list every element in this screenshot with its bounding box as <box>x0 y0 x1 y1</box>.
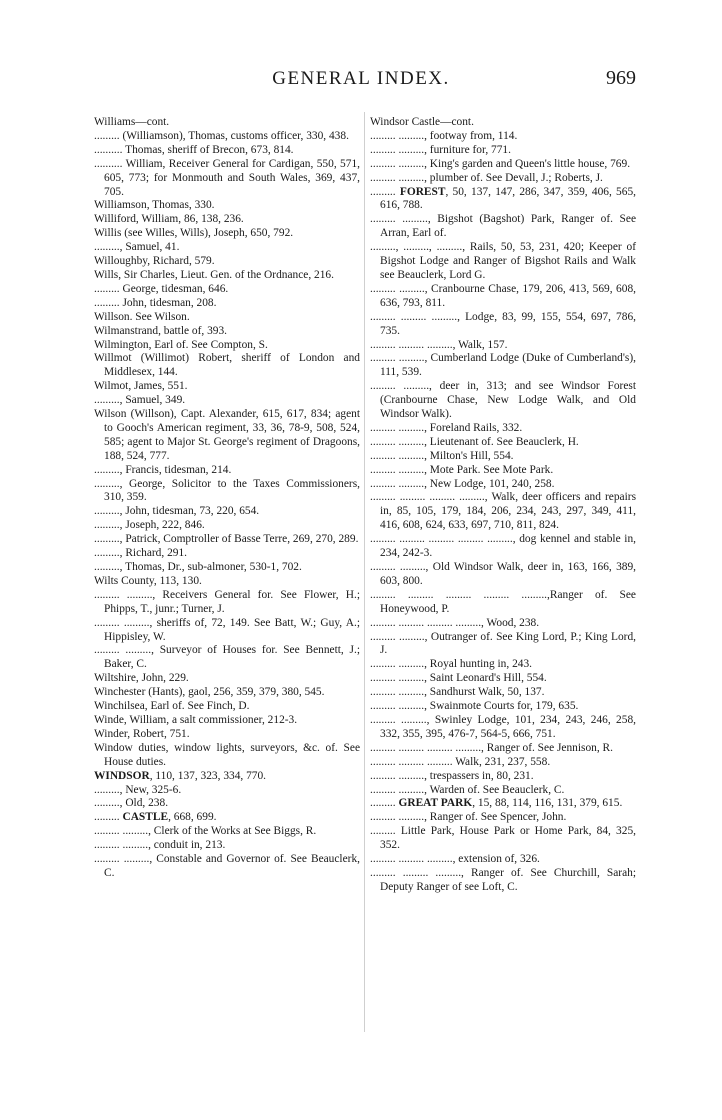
index-entry: ......... Little Park, House Park or Home Park, 84, 325, 352. <box>370 825 636 852</box>
index-entry: ......... ......... ......... ........., Walk, deer officers and repairs in, 85, 105, 179, 184, 206, 234, 243, 297, 349, 411, 416, 608, 624, 633, 697, 710, 811, 824. <box>370 491 636 532</box>
index-entry: ......... ........., Milton's Hill, 554. <box>370 449 514 462</box>
index-entry: Williams—cont. <box>94 116 170 128</box>
index-entry: ........., Joseph, 222, 846. <box>94 519 205 532</box>
index-entry: Wilson (Willson), Capt. Alexander, 615, 617, 834; agent to Gooch's American regiment, 33, 36, 78-9, 508, 524, 585; agent to Major St. George's regiment of Dragoons, 188, 524, 777. <box>94 408 360 462</box>
index-entry: ......... ......... ........., Ranger of. See Churchill, Sarah; Deputy Ranger of see Loft, C. <box>370 866 636 893</box>
index-entry: Willoughby, Richard, 579. <box>94 255 215 268</box>
index-entry: WINDSOR, 110, 137, 323, 334, 770. <box>94 769 267 782</box>
index-entry: Wiltshire, John, 229. <box>94 672 189 685</box>
index-entry: ......... ........., Mote Park. See Mote Park. <box>370 463 554 476</box>
index-entry: ......... ........., deer in, 313; and see Windsor Forest (Cranbourne Chase, New Lodge Walk, and Old Windsor Walk). <box>370 380 636 421</box>
index-entry: ......... ........., Swinley Lodge, 101, 234, 243, 246, 258, 332, 355, 395, 476-7, 564-5, 666, 751. <box>370 713 636 740</box>
index-entry: ......... ........., footway from, 114. <box>370 129 518 142</box>
index-entry: ......... ......... ......... ......... ........., dog kennel and stable in, 234, 242-3. <box>370 533 636 560</box>
index-entry: ......... ........., Cranbourne Chase, 179, 206, 413, 569, 608, 636, 793, 811. <box>370 282 636 309</box>
index-entry: ......... ........., New Lodge, 101, 240, 258. <box>370 477 555 490</box>
index-entry: Winchester (Hants), gaol, 256, 359, 379, 380, 545. <box>94 686 325 699</box>
index-entry: ........., Samuel, 41. <box>94 241 180 254</box>
index-entry: ........., ........., ........., Rails, 50, 53, 231, 420; Keeper of Bigshot Lodge and Ranger of Bigshot Rails and Walk see Beauclerk, Lord G. <box>370 241 636 281</box>
index-entry: ........., Patrick, Comptroller of Basse Terre, 269, 270, 289. <box>94 533 359 546</box>
index-entry: ......... ........., sheriffs of, 72, 149. See Batt, W.; Guy, A.; Hippisley, W. <box>94 616 360 643</box>
index-entry: ......... ........., Bigshot (Bagshot) Park, Ranger of. See Arran, Earl of. <box>370 213 636 240</box>
index-entry: ......... ........., Ranger of. See Spencer, John. <box>370 811 567 824</box>
index-entry: Window duties, window lights, surveyors, &c. of. See House duties. <box>94 741 360 768</box>
index-entry: ......... ........., Royal hunting in, 243. <box>370 658 532 671</box>
index-column-left <box>94 116 360 881</box>
index-entry: ......... ........., Old Windsor Walk, deer in, 163, 166, 389, 603, 800. <box>370 561 636 587</box>
index-entry: Wilmot, James, 551. <box>94 380 188 393</box>
index-entry: ........., Richard, 291. <box>94 547 188 560</box>
index-entry: ......... GREAT PARK, 15, 88, 114, 116, 131, 379, 615. <box>370 797 623 810</box>
index-entry: ......... John, tidesman, 208. <box>94 296 217 309</box>
index-entry: Williamson, Thomas, 330. <box>94 199 215 212</box>
index-entry: Winchilsea, Earl of. See Finch, D. <box>94 700 250 713</box>
index-entry: ......... ........., Constable and Governor of. See Beauclerk, C. <box>94 853 360 879</box>
index-entry: ........., John, tidesman, 73, 220, 654. <box>94 505 260 518</box>
index-entry: Wilmington, Earl of. See Compton, S. <box>94 338 268 351</box>
index-entry: ......... ........., Surveyor of Houses for. See Bennett, J.; Baker, C. <box>94 644 360 671</box>
index-entry: ......... ........., Cumberland Lodge (Duke of Cumberland's), 111, 539. <box>370 352 636 379</box>
index-entry: ........., Thomas, Dr., sub-almoner, 530-1, 702. <box>94 561 302 573</box>
index-entry: .......... Thomas, sheriff of Brecon, 673, 814. <box>94 143 294 156</box>
index-entry: Willis (see Willes, Wills), Joseph, 650, 792. <box>94 227 294 240</box>
index-entry: ......... ........., plumber of. See Devall, J.; Roberts, J. <box>370 171 603 184</box>
index-entry: ......... ........., conduit in, 213. <box>94 839 226 852</box>
index-entry: ......... ........., Saint Leonard's Hill, 554. <box>370 672 547 685</box>
index-entry: Wilmanstrand, battle of, 393. <box>94 324 228 337</box>
index-entry: ......... ......... ........., Lodge, 83, 99, 155, 554, 697, 786, 735. <box>370 310 636 337</box>
page-number: 969 <box>606 67 636 89</box>
index-entry: ......... ........., furniture for, 771. <box>370 143 511 156</box>
index-entry: ......... ........., Outranger of. See King Lord, P.; King Lord, J. <box>370 630 636 657</box>
index-entry: ......... ......... ........., extension of, 326. <box>370 853 540 866</box>
index-entry: ......... ........., Warden of. See Beauclerk, C. <box>370 783 565 796</box>
index-entry: ......... CASTLE, 668, 699. <box>94 811 217 824</box>
index-entry: ......... ......... ......... ......... .........,Ranger of. See Honeywood, P. <box>370 588 636 615</box>
index-entry: Willson. See Wilson. <box>94 310 190 323</box>
index-entry: ......... ........., Lieutenant of. See Beauclerk, H. <box>370 435 579 448</box>
index-entry: Windsor Castle—cont. <box>370 116 474 128</box>
index-entry: ......... ........., Swainmote Courts for, 179, 635. <box>370 700 579 713</box>
index-entry: Willmot (Willimot) Robert, sheriff of London and Middlesex, 144. <box>94 352 360 379</box>
index-entry: ......... FOREST, 50, 137, 147, 286, 347, 359, 406, 565, 616, 788. <box>370 185 636 212</box>
index-entry: ......... ........., Foreland Rails, 332. <box>370 421 523 434</box>
index-entry: ........., Francis, tidesman, 214. <box>94 463 232 476</box>
index-entry: ......... ......... ......... ........., Wood, 238. <box>370 616 540 629</box>
index-entry: Wills, Sir Charles, Lieut. Gen. of the Ordnance, 216. <box>94 268 334 281</box>
column-divider <box>364 112 365 1032</box>
index-entry: ......... ........., Receivers General for. See Flower, H.; Phipps, T., junr.; Turner, J. <box>94 588 360 615</box>
index-entry: ......... George, tidesman, 646. <box>94 282 229 295</box>
index-entry: ........., New, 325-6. <box>94 783 182 796</box>
index-entry: ........., Samuel, 349. <box>94 394 186 407</box>
index-entry: Winde, William, a salt commissioner, 212-3. <box>94 713 298 726</box>
index-entry: ......... ......... ......... Walk, 231, 237, 558. <box>370 755 551 768</box>
index-entry: ......... ......... ......... ........., Ranger of. See Jennison, R. <box>370 741 613 754</box>
index-entry: .......... William, Receiver General for Cardigan, 550, 571, 605, 773; for Monmouth and South Wales, 369, 437, 705. <box>94 157 360 198</box>
index-entry: ........., Old, 238. <box>94 797 169 810</box>
running-header: GENERAL INDEX. <box>272 68 450 89</box>
index-entry: ......... ........., trespassers in, 80, 231. <box>370 769 534 782</box>
index-entry: Wilts County, 113, 130. <box>94 574 202 587</box>
index-entry: ......... ........., Clerk of the Works at See Biggs, R. <box>94 825 317 838</box>
index-entry: ........., George, Solicitor to the Taxes Commissioners, 310, 359. <box>94 477 360 504</box>
index-entry: ......... (Williamson), Thomas, customs officer, 330, 438. <box>94 129 349 142</box>
index-entry: Winder, Robert, 751. <box>94 727 190 740</box>
index-entry: Williford, William, 86, 138, 236. <box>94 213 244 226</box>
index-column-right <box>370 116 636 895</box>
index-entry: ......... ........., Sandhurst Walk, 50, 137. <box>370 686 545 699</box>
index-entry: ......... ......... ........., Walk, 157. <box>370 338 508 351</box>
index-entry: ......... ........., King's garden and Queen's little house, 769. <box>370 157 631 170</box>
